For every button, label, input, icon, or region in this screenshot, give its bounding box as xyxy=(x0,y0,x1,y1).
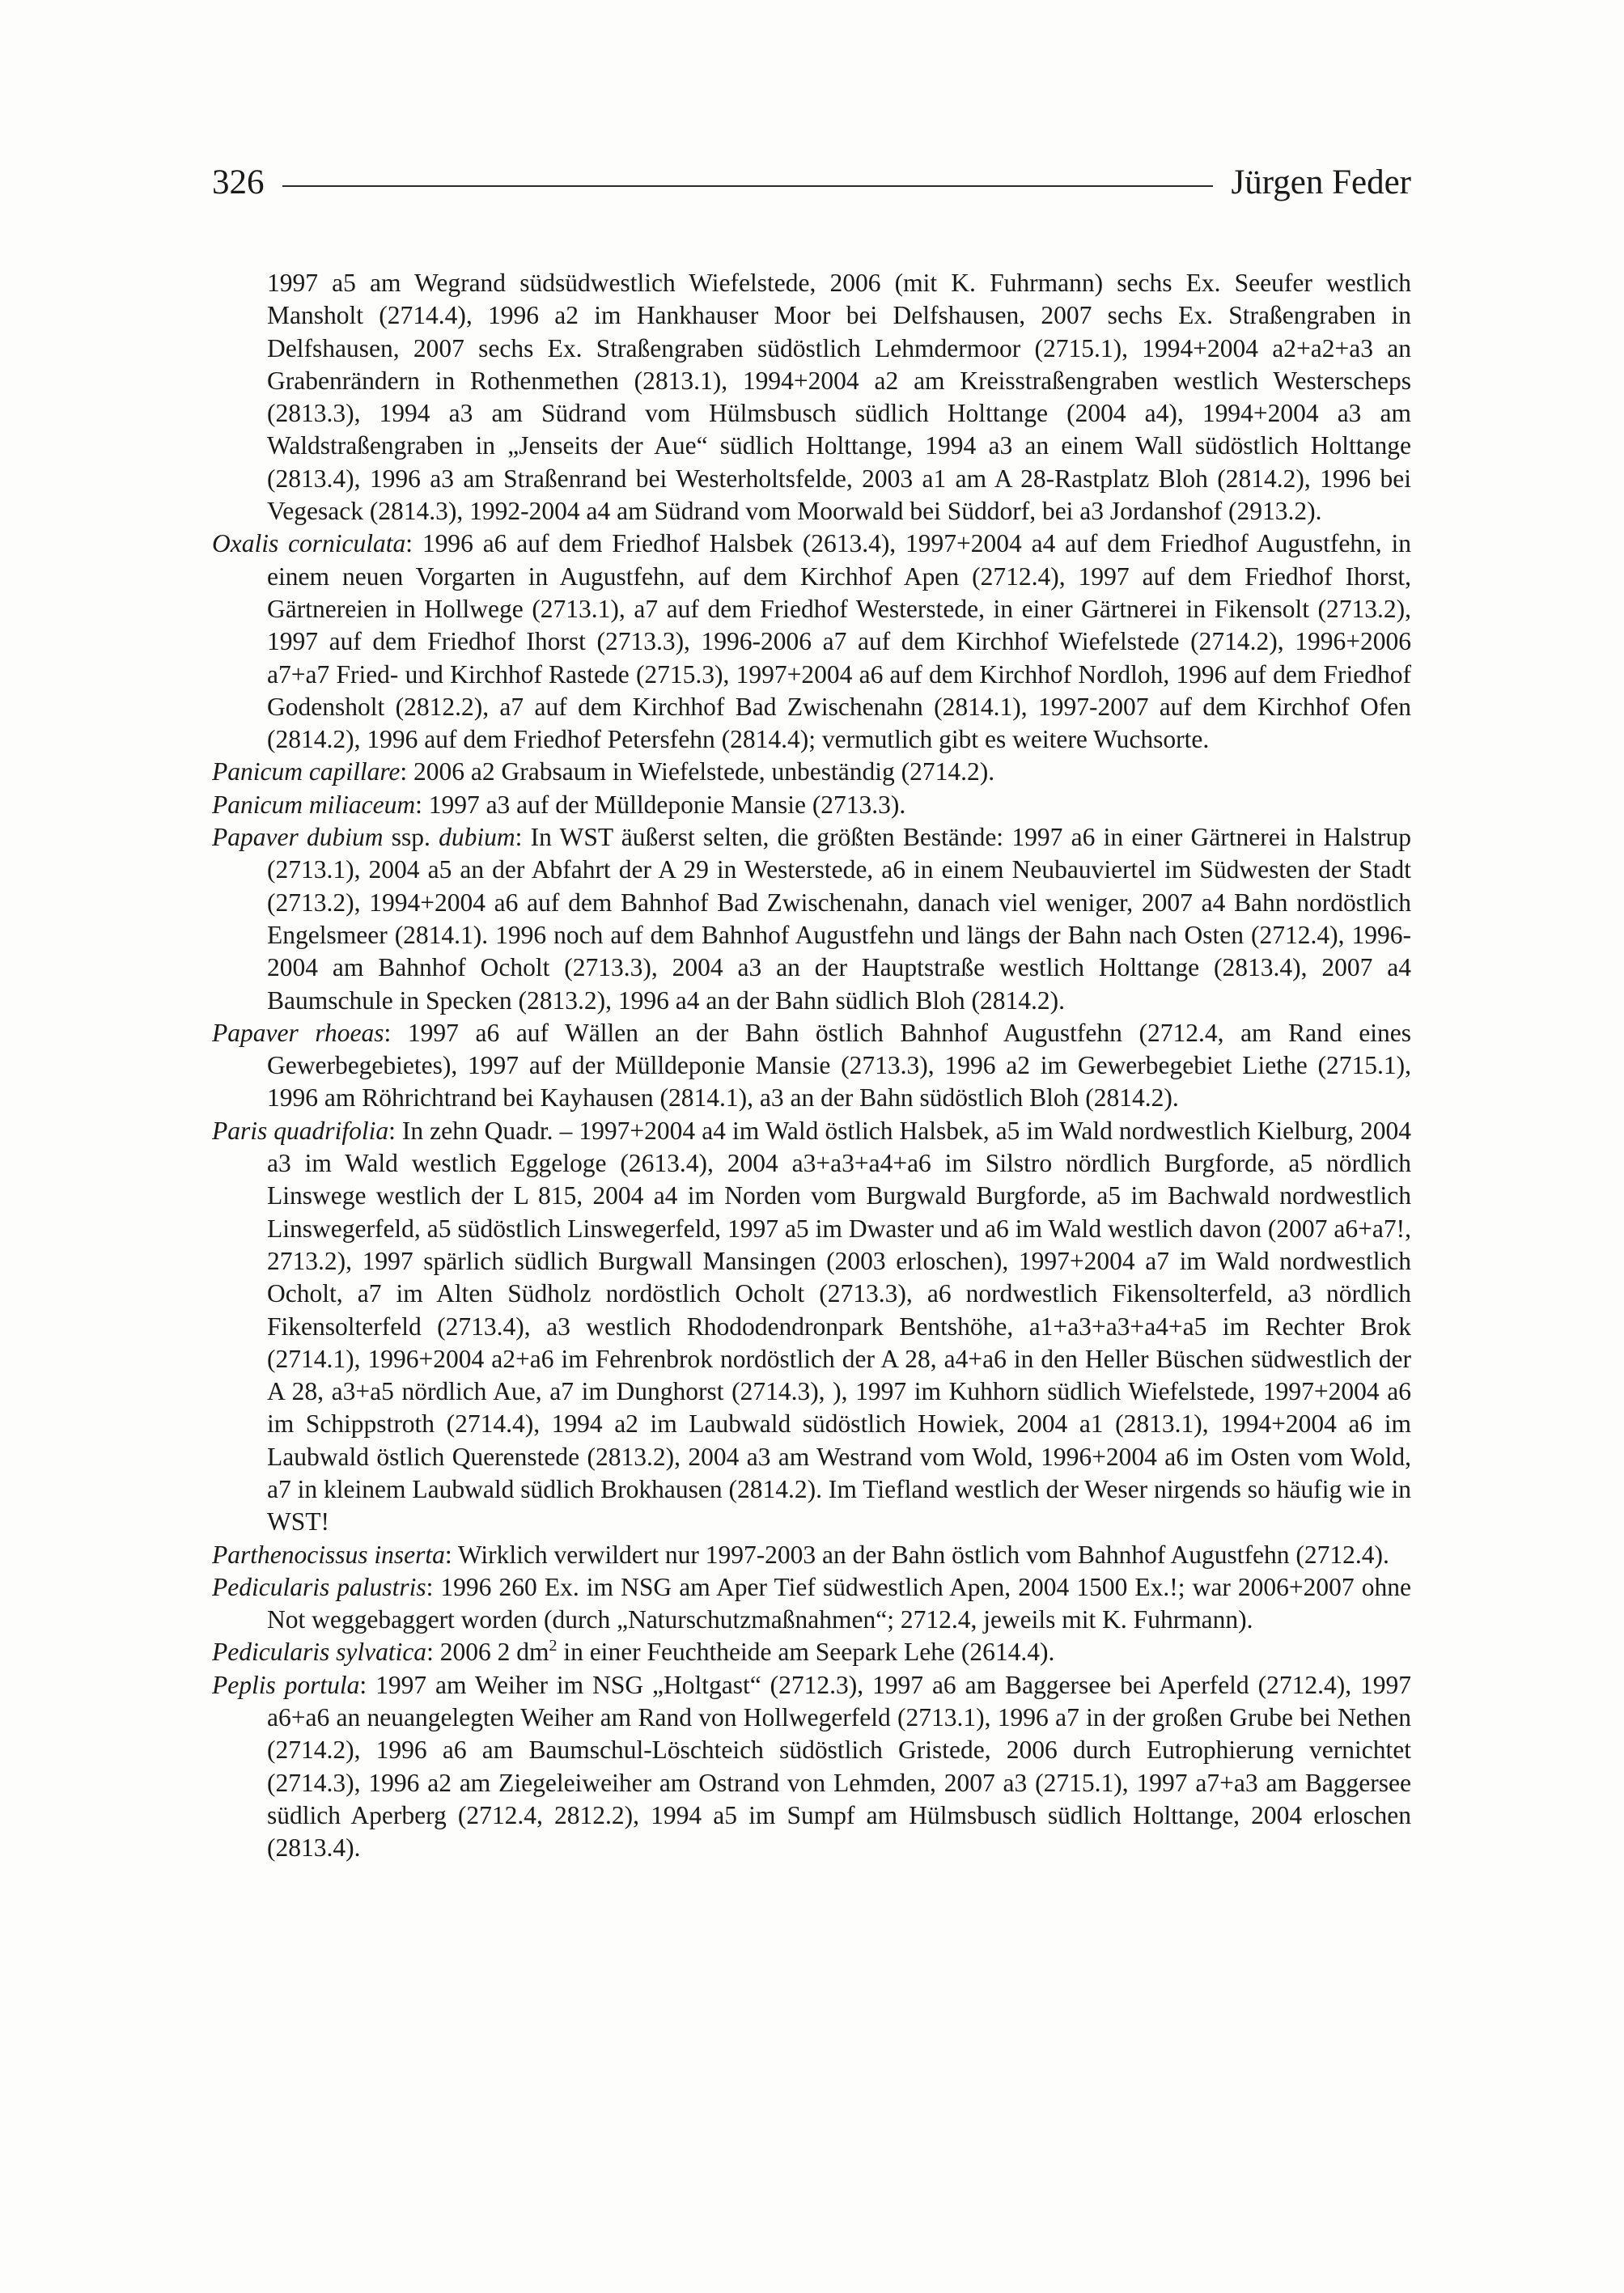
rank-text: ssp. xyxy=(383,823,439,852)
entry-oxalis-corniculata xyxy=(212,528,1411,756)
entry-papaver-rhoeas xyxy=(212,1017,1411,1115)
entry-text: : 2006 2 dm xyxy=(426,1638,549,1667)
page-number: 326 xyxy=(212,163,265,201)
taxon-name: Pedicularis sylvatica xyxy=(212,1638,427,1667)
entry-text: : 1997 a3 auf der Mülldeponie Mansie (2713.3). xyxy=(415,790,906,819)
entry-text-continued: in einer Feuchtheide am Seepark Lehe (2614.4). xyxy=(557,1638,1055,1667)
running-head xyxy=(212,159,1411,207)
taxon-name: Panicum capillare xyxy=(212,757,401,786)
entry-text: : 1996 a6 auf dem Friedhof Halsbek (2613.4), 1997+2004 a4 auf dem Friedhof Augustfehn, in einem neuen Vorgarten in Augustfehn, auf dem Kirchhof Apen (2712.4), 1997 auf dem Friedhof Ihorst, Gärtnereien in Hollwege (2713.1), a7 auf dem Friedhof Westerstede, in einer Gärtnerei in Fikensolt (2713.2), 1997 auf dem Friedhof Ihorst (2713.3), 1996-2006 a7 auf dem Kirchhof Wiefelstede (2714.2), 1996+2006 a7+a7 Fried- und Kirchhof Rastede (2715.3), 1997+2004 a6 auf dem Kirchhof Nordloh, 1996 auf dem Friedhof Godensholt (2812.2), a7 auf dem Kirchhof Bad Zwischenahn (2814.1), 1997-2007 auf dem Kirchhof Ofen (2814.2), 1996 auf dem Friedhof Petersfehn (2814.4); vermutlich gibt es weitere Wuchsorte. xyxy=(267,529,1411,754)
entry-panicum-miliaceum xyxy=(212,789,1411,821)
entry-panicum-capillare xyxy=(212,756,1411,788)
taxon-name: Papaver rhoeas xyxy=(212,1018,384,1047)
entry-peplis-portula xyxy=(212,1669,1411,1865)
taxon-name: Pedicularis palustris xyxy=(212,1572,426,1601)
taxon-name: Paris quadrifolia xyxy=(212,1116,389,1145)
entry-pedicularis-sylvatica xyxy=(212,1636,1411,1668)
header-rule xyxy=(282,185,1214,187)
entry-text: : 2006 a2 Grabsaum in Wiefelstede, unbeständig (2714.2). xyxy=(400,757,995,786)
superscript: 2 xyxy=(549,1637,558,1655)
author-name: Jürgen Feder xyxy=(1231,163,1411,201)
entry-text: 1997 a5 am Wegrand südsüdwestlich Wiefelstede, 2006 (mit K. Fuhrmann) sechs Ex. Seeufer westlich Mansholt (2714.4), 1996 a2 im Hankhauser Moor bei Delfshausen, 2007 sechs Ex. Straßengraben in Delfshausen, 2007 sechs Ex. Straßengraben südöstlich Lehmdermoor (2715.1), 1994+2004 a2+a2+a3 an Grabenrändern in Rothenmethen (2813.1), 1994+2004 a2 am Kreisstraßengraben westlich Westerscheps (2813.3), 1994 a3 am Südrand vom Hülmsbusch südlich Holttange (2004 a4), 1994+2004 a3 am Waldstraßengraben in „Jenseits der Aue“ südlich Holttange, 1994 a3 an einem Wall südöstlich Holttange (2813.4), 1996 a3 am Straßenrand bei Westerholtsfelde, 2003 a1 am A 28-Rastplatz Bloh (2814.2), 1996 bei Vegesack (2814.3), 1992-2004 a4 am Südrand vom Moorwald bei Süddorf, bei a3 Jordanshof (2913.2). xyxy=(267,269,1411,526)
entry-parthenocissus-inserta xyxy=(212,1539,1411,1571)
entry-pedicularis-palustris xyxy=(212,1571,1411,1637)
taxon-name: Parthenocissus inserta xyxy=(212,1540,445,1569)
entry-continuation xyxy=(212,267,1411,528)
body-text xyxy=(212,267,1411,1865)
taxon-name: Peplis portula xyxy=(212,1670,360,1699)
entry-text: : 1997 am Weiher im NSG „Holtgast“ (2712.3), 1997 a6 am Baggersee bei Aperfeld (2712.4), 1997 a6+a6 an neuangelegten Weiher am Rand von Hollwegerfeld (2713.1), 1996 a7 in der großen Grube bei Nethen (2714.2), 1996 a6 am Baumschul-Löschteich südöstlich Gristede, 2006 durch Eutrophierung vernichtet (2714.3), 1996 a2 am Ziegeleiweiher am Ostrand von Lehmden, 2007 a3 (2715.1), 1997 a7+a3 am Baggersee südlich Aperberg (2712.4, 2812.2), 1994 a5 im Sumpf am Hülmsbusch südlich Holttange, 2004 erloschen (2813.4). xyxy=(267,1670,1411,1863)
taxon-name: Oxalis corniculata xyxy=(212,529,406,558)
entry-text: : 1996 260 Ex. im NSG am Aper Tief südwestlich Apen, 2004 1500 Ex.!; war 2006+2007 ohne Not weggebaggert worden (durch „Naturschutzmaßnahmen“; 2712.4, jeweils mit K. Fuhrmann). xyxy=(267,1572,1411,1634)
entry-paris-quadrifolia xyxy=(212,1115,1411,1539)
infraspecific-name: dubium xyxy=(439,823,515,852)
entry-text: : Wirklich verwildert nur 1997-2003 an der Bahn östlich vom Bahnhof Augustfehn (2712.4). xyxy=(444,1540,1389,1569)
entry-text: : 1997 a6 auf Wällen an der Bahn östlich Bahnhof Augustfehn (2712.4, am Rand eines Gewerbegebietes), 1997 auf der Mülldeponie Mansie (2713.3), 1996 a2 im Gewerbegebiet Liethe (2715.1), 1996 am Röhrichtrand bei Kayhausen (2814.1), a3 an der Bahn südöstlich Bloh (2814.2). xyxy=(267,1018,1411,1113)
entry-text: : In zehn Quadr. – 1997+2004 a4 im Wald östlich Halsbek, a5 im Wald nordwestlich Kielburg, 2004 a3 im Wald westlich Eggeloge (2613.4), 2004 a3+a3+a4+a6 im Silstro nördlich Burgforde, a5 nördlich Linswege westlich der L 815, 2004 a4 im Norden vom Burgwald Burgforde, a5 im Bachwald nordwestlich Linswegerfeld, a5 südöstlich Linswegerfeld, 1997 a5 im Dwaster und a6 im Wald westlich davon (2007 a6+a7!, 2713.2), 1997 spärlich südlich Burgwall Mansingen (2003 erloschen), 1997+2004 a7 im Wald nordwestlich Ocholt, a7 im Alten Südholz nordöstlich Ocholt (2713.3), a6 nordwestlich Fikensolterfeld, a3 nördlich Fikensolterfeld (2713.4), a3 westlich Rhododendronpark Bentshöhe, a1+a3+a3+a4+a5 im Rechter Brok (2714.1), 1996+2004 a2+a6 im Fehrenbrok nordöstlich der A 28, a4+a6 in den Heller Büschen südwestlich der A 28, a3+a5 nördlich Aue, a7 im Dunghorst (2714.3), ), 1997 im Kuhhorn südlich Wiefelstede, 1997+2004 a6 im Schippstroth (2714.4), 1994 a2 im Laubwald südöstlich Howiek, 2004 a1 (2813.1), 1994+2004 a6 im Laubwald östlich Querenstede (2813.2), 2004 a3 am Westrand vom Wold, 1996+2004 a6 im Osten vom Wold, a7 in kleinem Laubwald südlich Brokhausen (2814.2). Im Tiefland westlich der Weser nirgends so häufig wie in WST! xyxy=(267,1116,1411,1536)
entry-papaver-dubium xyxy=(212,821,1411,1017)
taxon-name: Papaver dubium xyxy=(212,823,384,852)
entry-text: : In WST äußerst selten, die größten Bestände: 1997 a6 in einer Gärtnerei in Halstrup (2713.1), 2004 a5 an der Abfahrt der A 29 in Westerstede, a6 in einem Neubauviertel im Südwesten der Stadt (2713.2), 1994+2004 a6 auf dem Bahnhof Bad Zwischenahn, danach viel weniger, 2007 a4 Bahn nordöstlich Engelsmeer (2814.1). 1996 noch auf dem Bahnhof Augustfehn und längs der Bahn nach Osten (2712.4), 1996-2004 am Bahnhof Ocholt (2713.3), 2004 a3 an der Hauptstraße westlich Holttange (2813.4), 2007 a4 Baumschule in Specken (2813.2), 1996 a4 an der Bahn südlich Bloh (2814.2). xyxy=(267,823,1411,1015)
taxon-name: Panicum miliaceum xyxy=(212,790,416,819)
